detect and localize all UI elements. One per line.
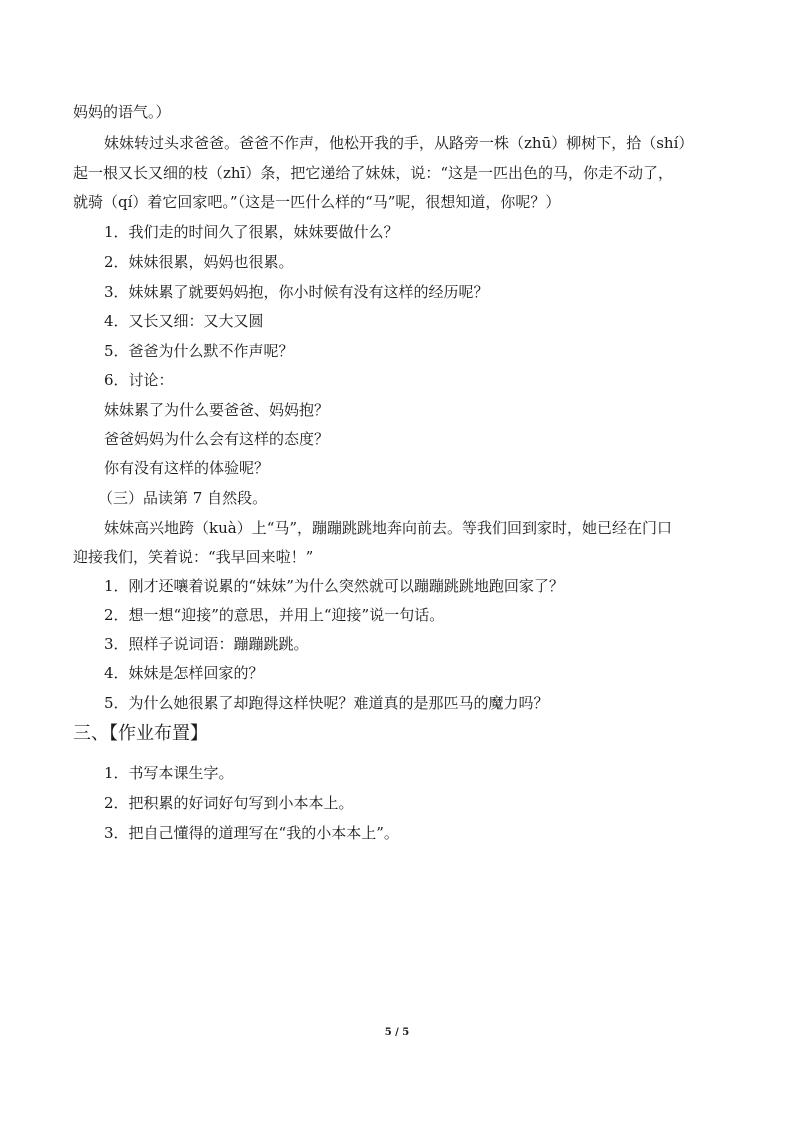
discussion-item: 你有没有这样的体验呢？ bbox=[104, 459, 270, 477]
question-item: 4．又长又细：又大又圆 bbox=[104, 312, 264, 330]
text-line: 妈妈的语气。） bbox=[73, 103, 171, 121]
homework-item: 2．把积累的好词好句写到小本本上。 bbox=[104, 794, 354, 812]
question-item: 2．妹妹很累，妈妈也很累。 bbox=[104, 253, 294, 271]
question-item: 2．想一想“迎接”的意思，并用上“迎接”说一句话。 bbox=[104, 606, 445, 624]
discussion-item: 妹妹累了为什么要爸爸、妈妈抱？ bbox=[104, 401, 330, 419]
paragraph-line: 妹妹转过头求爸爸。爸爸不作声，他松开我的手，从路旁一株（zhū）柳树下，拾（shí） bbox=[104, 134, 694, 152]
question-item: 4．妹妹是怎样回家的？ bbox=[104, 664, 264, 682]
question-item: 3．照样子说词语：蹦蹦跳跳。 bbox=[104, 635, 309, 653]
homework-heading: 三、【作业布置】 bbox=[73, 723, 208, 744]
paragraph-line: 妹妹高兴地跨（kuà）上“马”，蹦蹦跳跳地奔向前去。等我们回到家时，她已经在门口 bbox=[104, 519, 673, 537]
discussion-item: 爸爸妈妈为什么会有这样的态度？ bbox=[104, 430, 330, 448]
question-item: 1．刚才还嚷着说累的“妹妹”为什么突然就可以蹦蹦跳跳地跑回家了？ bbox=[104, 577, 564, 595]
question-item: 1．我们走的时间久了很累，妹妹要做什么？ bbox=[104, 223, 399, 241]
section-title: （三）品读第 7 自然段。 bbox=[98, 489, 268, 507]
page-number: 5 / 5 bbox=[384, 1027, 410, 1038]
text-line: 就骑（qí）着它回家吧。”（这是一匹什么样的“马”呢，很想知道，你呢？） bbox=[73, 193, 561, 211]
question-item: 6．讨论： bbox=[104, 371, 174, 389]
homework-item: 1．书写本课生字。 bbox=[104, 764, 234, 782]
question-item: 5．为什么她很累了却跑得这样快呢？难道真的是那匹马的魔力吗？ bbox=[104, 694, 549, 712]
text-line: 迎接我们，笑着说：“我早回来啦！” bbox=[73, 548, 314, 566]
question-item: 3．妹妹累了就要妈妈抱，你小时候有没有这样的经历呢？ bbox=[104, 283, 489, 301]
text-line: 起一根又长又细的枝（zhī）条，把它递给了妹妹，说：“这是一匹出色的马，你走不动了， bbox=[73, 164, 674, 182]
homework-item: 3．把自己懂得的道理写在“我的小本本上”。 bbox=[104, 824, 399, 842]
question-item: 5．爸爸为什么默不作声呢？ bbox=[104, 342, 294, 360]
